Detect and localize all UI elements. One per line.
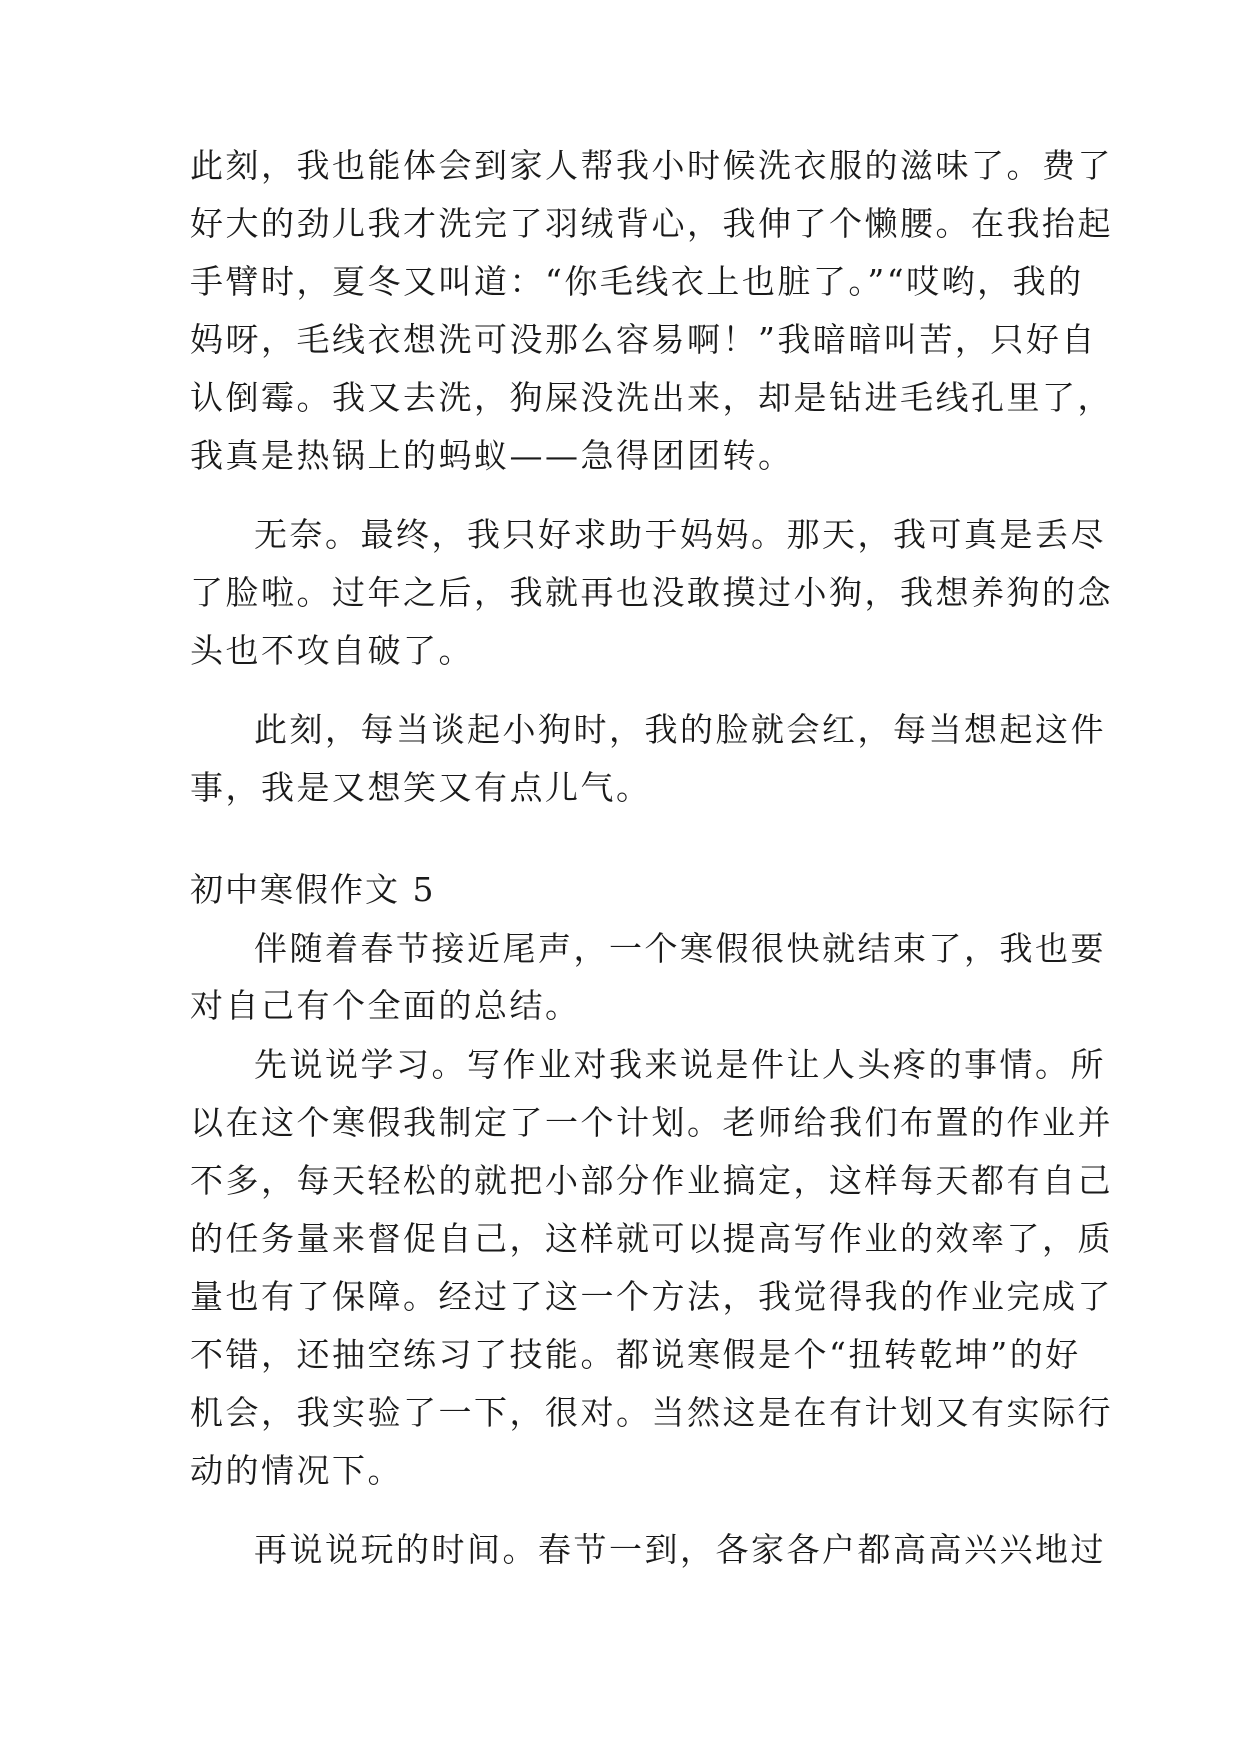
text-line: 事，我是又想笑又有点儿气。 [190,768,652,807]
text-line: 量也有了保障。经过了这一个方法，我觉得我的作业完成了 [190,1277,1113,1316]
text-line: 不错，还抽空练习了技能。都说寒假是个“扭转乾坤”的好 [190,1335,1081,1374]
text-line: 机会，我实验了一下，很对。当然这是在有计划又有实际行 [190,1393,1113,1432]
text-line: 此刻，每当谈起小狗时，我的脸就会红，每当想起这件 [254,710,1106,749]
text-line: 好大的劲儿我才洗完了羽绒背心，我伸了个懒腰。在我抬起 [190,204,1113,243]
text-line: 再说说玩的时间。春节一到，各家各户都高高兴兴地过 [254,1530,1106,1569]
text-line: 此刻，我也能体会到家人帮我小时候洗衣服的滋味了。费了 [190,146,1113,185]
section-heading: 初中寒假作文 5 [190,870,436,909]
text-line: 动的情况下。 [190,1451,403,1490]
text-line: 我真是热锅上的蚂蚁——急得团团转。 [190,436,794,475]
text-line: 手臂时，夏冬又叫道：“你毛线衣上也脏了。”“哎哟，我的 [190,262,1084,301]
text-line: 了脸啦。过年之后，我就再也没敢摸过小狗，我想养狗的念 [190,573,1113,612]
text-line: 头也不攻自破了。 [190,631,474,670]
text-line: 妈呀，毛线衣想洗可没那么容易啊！”我暗暗叫苦，只好自 [190,320,1097,359]
text-line: 伴随着春节接近尾声，一个寒假很快就结束了，我也要 [254,929,1106,968]
text-line: 认倒霉。我又去洗，狗屎没洗出来，却是钻进毛线孔里了， [190,378,1113,417]
text-line: 的任务量来督促自己，这样就可以提高写作业的效率了，质 [190,1219,1113,1258]
text-line: 不多，每天轻松的就把小部分作业搞定，这样每天都有自己 [190,1161,1113,1200]
text-line: 先说说学习。写作业对我来说是件让人头疼的事情。所 [254,1045,1106,1084]
text-line: 以在这个寒假我制定了一个计划。老师给我们布置的作业并 [190,1103,1113,1142]
text-line: 对自己有个全面的总结。 [190,986,581,1025]
text-line: 无奈。最终，我只好求助于妈妈。那天，我可真是丢尽 [254,515,1106,554]
